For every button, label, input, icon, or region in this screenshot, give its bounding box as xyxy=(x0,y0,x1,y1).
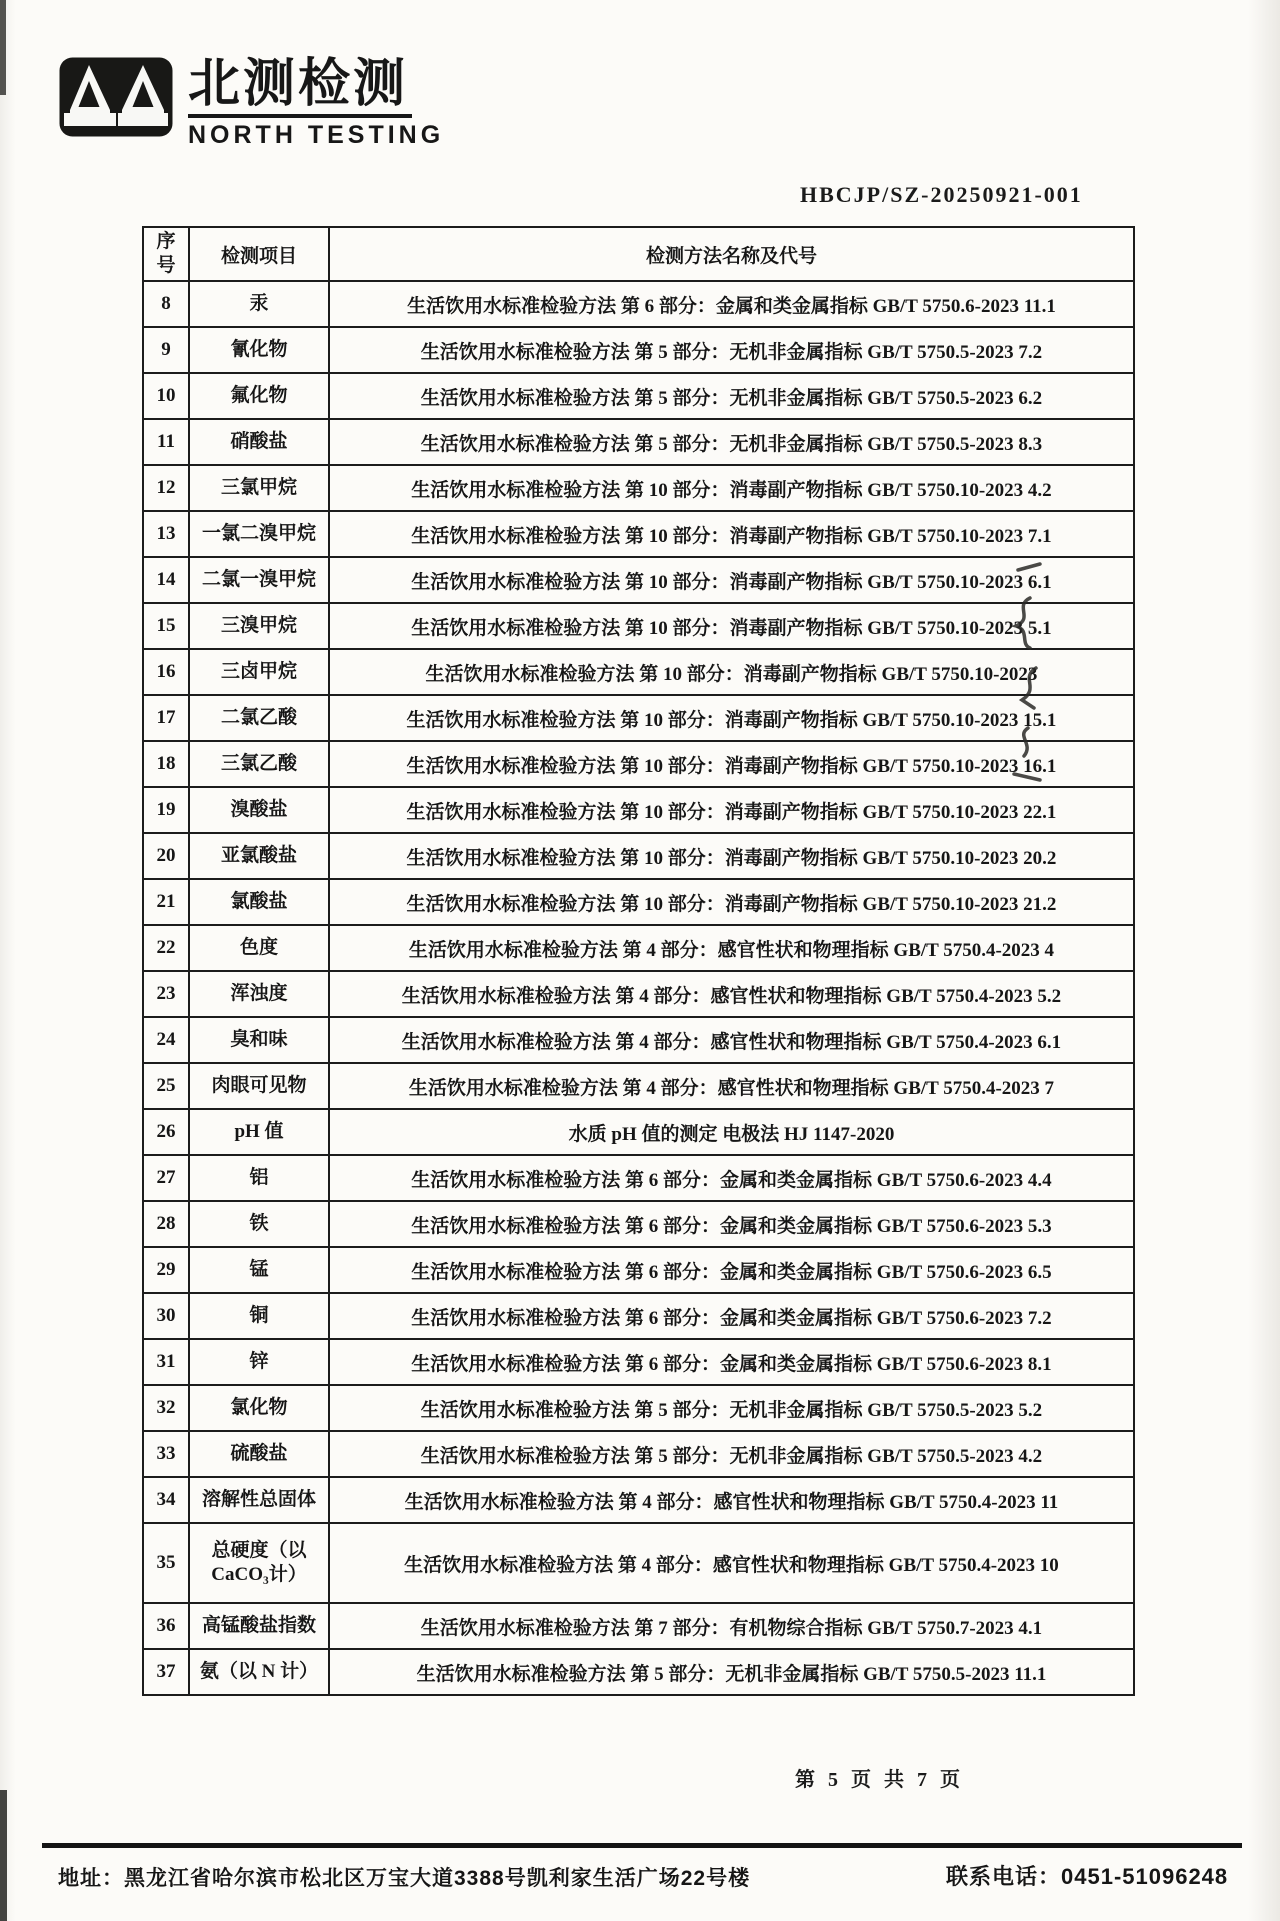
row-method: 生活饮用水标准检验方法 第 5 部分：无机非金属指标 GB/T 5750.5-2023 7.2 xyxy=(329,327,1134,373)
row-item: pH 值 xyxy=(189,1109,329,1155)
row-method: 生活饮用水标准检验方法 第 10 部分：消毒副产物指标 GB/T 5750.10-2023 4.2 xyxy=(329,465,1134,511)
row-item: 氨（以 N 计） xyxy=(189,1649,329,1695)
table-row xyxy=(143,1063,1134,1109)
column-header-no-line1: 序 xyxy=(156,231,176,252)
handwriting-marks xyxy=(1000,560,1048,810)
row-item: 氯化物 xyxy=(189,1385,329,1431)
row-method: 生活饮用水标准检验方法 第 5 部分：无机非金属指标 GB/T 5750.5-2023 6.2 xyxy=(329,373,1134,419)
row-item: 臭和味 xyxy=(189,1017,329,1063)
row-method: 生活饮用水标准检验方法 第 6 部分：金属和类金属指标 GB/T 5750.6-2023 4.4 xyxy=(329,1155,1134,1201)
table-row xyxy=(143,465,1134,511)
column-header-no-line2: 号 xyxy=(156,255,176,276)
row-no: 26 xyxy=(143,1109,189,1155)
row-no: 24 xyxy=(143,1017,189,1063)
table-row xyxy=(143,787,1134,833)
row-item: 二氯乙酸 xyxy=(189,695,329,741)
row-no: 31 xyxy=(143,1339,189,1385)
table-row xyxy=(143,1201,1134,1247)
row-item: 溴酸盐 xyxy=(189,787,329,833)
table-row xyxy=(143,1155,1134,1201)
row-method: 生活饮用水标准检验方法 第 6 部分：金属和类金属指标 GB/T 5750.6-2023 7.2 xyxy=(329,1293,1134,1339)
row-item: 一氯二溴甲烷 xyxy=(189,511,329,557)
row-method: 水质 pH 值的测定 电极法 HJ 1147-2020 xyxy=(329,1109,1134,1155)
row-item: 浑浊度 xyxy=(189,971,329,1017)
table-row xyxy=(143,557,1134,603)
brand-header xyxy=(58,56,444,150)
table-row xyxy=(143,1293,1134,1339)
page-indicator: 第 5 页 共 7 页 xyxy=(795,1769,964,1791)
row-item: 三溴甲烷 xyxy=(189,603,329,649)
row-method: 生活饮用水标准检验方法 第 4 部分：感官性状和物理指标 GB/T 5750.4-2023 7 xyxy=(329,1063,1134,1109)
report-number: HBCJP/SZ-20250921-001 xyxy=(800,182,1083,207)
table-row xyxy=(143,511,1134,557)
table-row xyxy=(143,1523,1134,1603)
row-item: 铜 xyxy=(189,1293,329,1339)
row-item: 氟化物 xyxy=(189,373,329,419)
row-item: 肉眼可见物 xyxy=(189,1063,329,1109)
row-no: 37 xyxy=(143,1649,189,1695)
row-item: 铁 xyxy=(189,1201,329,1247)
row-no: 34 xyxy=(143,1477,189,1523)
column-header-no xyxy=(143,227,189,281)
table-row xyxy=(143,1017,1134,1063)
row-no: 21 xyxy=(143,879,189,925)
row-method: 生活饮用水标准检验方法 第 10 部分：消毒副产物指标 GB/T 5750.10-2023 7.1 xyxy=(329,511,1134,557)
row-method: 生活饮用水标准检验方法 第 10 部分：消毒副产物指标 GB/T 5750.10-2023 22.1 xyxy=(329,787,1134,833)
row-no: 25 xyxy=(143,1063,189,1109)
row-no: 9 xyxy=(143,327,189,373)
table-row xyxy=(143,1247,1134,1293)
row-item: 亚氯酸盐 xyxy=(189,833,329,879)
row-no: 32 xyxy=(143,1385,189,1431)
table-row xyxy=(143,1385,1134,1431)
row-no: 28 xyxy=(143,1201,189,1247)
row-no: 8 xyxy=(143,281,189,327)
row-method: 生活饮用水标准检验方法 第 10 部分：消毒副产物指标 GB/T 5750.10-2023 20.2 xyxy=(329,833,1134,879)
row-method: 生活饮用水标准检验方法 第 5 部分：无机非金属指标 GB/T 5750.5-2023 4.2 xyxy=(329,1431,1134,1477)
row-no: 30 xyxy=(143,1293,189,1339)
row-no: 13 xyxy=(143,511,189,557)
footer-address: 地址：黑龙江省哈尔滨市松北区万宝大道3388号凯利家生活广场22号楼 xyxy=(58,1867,751,1890)
row-item: 三氯乙酸 xyxy=(189,741,329,787)
row-method: 生活饮用水标准检验方法 第 6 部分：金属和类金属指标 GB/T 5750.6-2023 5.3 xyxy=(329,1201,1134,1247)
row-no: 22 xyxy=(143,925,189,971)
row-no: 20 xyxy=(143,833,189,879)
table-row xyxy=(143,1109,1134,1155)
row-method: 生活饮用水标准检验方法 第 4 部分：感官性状和物理指标 GB/T 5750.4-2023 11 xyxy=(329,1477,1134,1523)
test-method-table xyxy=(142,226,1135,1696)
table-row xyxy=(143,1477,1134,1523)
row-method: 生活饮用水标准检验方法 第 10 部分：消毒副产物指标 GB/T 5750.10-2023 21.2 xyxy=(329,879,1134,925)
row-item: 硫酸盐 xyxy=(189,1431,329,1477)
table-row xyxy=(143,419,1134,465)
row-no: 18 xyxy=(143,741,189,787)
row-item: 溶解性总固体 xyxy=(189,1477,329,1523)
row-method: 生活饮用水标准检验方法 第 10 部分：消毒副产物指标 GB/T 5750.10-2023 6.1 xyxy=(329,557,1134,603)
table-row xyxy=(143,1649,1134,1695)
row-method: 生活饮用水标准检验方法 第 10 部分：消毒副产物指标 GB/T 5750.10-2023 15.1 xyxy=(329,695,1134,741)
row-no: 23 xyxy=(143,971,189,1017)
row-method: 生活饮用水标准检验方法 第 4 部分：感官性状和物理指标 GB/T 5750.4-2023 10 xyxy=(329,1523,1134,1603)
table-row xyxy=(143,879,1134,925)
table-row xyxy=(143,741,1134,787)
footer-phone: 联系电话：0451-51096248 xyxy=(946,1864,1229,1889)
row-no: 36 xyxy=(143,1603,189,1649)
row-item: 色度 xyxy=(189,925,329,971)
row-method: 生活饮用水标准检验方法 第 10 部分：消毒副产物指标 GB/T 5750.10-2023 5.1 xyxy=(329,603,1134,649)
row-item: 锌 xyxy=(189,1339,329,1385)
table-row xyxy=(143,925,1134,971)
row-method: 生活饮用水标准检验方法 第 7 部分：有机物综合指标 GB/T 5750.7-2023 4.1 xyxy=(329,1603,1134,1649)
row-method: 生活饮用水标准检验方法 第 4 部分：感官性状和物理指标 GB/T 5750.4-2023 4 xyxy=(329,925,1134,971)
method-table-body xyxy=(143,281,1134,1695)
row-method: 生活饮用水标准检验方法 第 10 部分：消毒副产物指标 GB/T 5750.10-2023 16.1 xyxy=(329,741,1134,787)
row-item: 高锰酸盐指数 xyxy=(189,1603,329,1649)
row-item: 硝酸盐 xyxy=(189,419,329,465)
table-row xyxy=(143,373,1134,419)
scan-edge-artifact-bottom xyxy=(0,1790,7,1921)
row-no: 19 xyxy=(143,787,189,833)
footer-divider xyxy=(42,1843,1242,1848)
row-no: 29 xyxy=(143,1247,189,1293)
row-item: 总硬度（以CaCO₃计） xyxy=(189,1523,329,1603)
row-no: 27 xyxy=(143,1155,189,1201)
table-row xyxy=(143,603,1134,649)
table-row xyxy=(143,971,1134,1017)
table-row xyxy=(143,1339,1134,1385)
row-no: 14 xyxy=(143,557,189,603)
column-header-item: 检测项目 xyxy=(189,227,329,281)
row-method: 生活饮用水标准检验方法 第 6 部分：金属和类金属指标 GB/T 5750.6-2023 6.5 xyxy=(329,1247,1134,1293)
row-no: 33 xyxy=(143,1431,189,1477)
table-row xyxy=(143,1603,1134,1649)
brand-name-cn: 北测检测 xyxy=(188,55,409,113)
column-header-method: 检测方法名称及代号 xyxy=(329,227,1134,281)
row-no: 17 xyxy=(143,695,189,741)
row-no: 16 xyxy=(143,649,189,695)
row-item: 铝 xyxy=(189,1155,329,1201)
row-no: 15 xyxy=(143,603,189,649)
row-item: 二氯一溴甲烷 xyxy=(189,557,329,603)
row-no: 11 xyxy=(143,419,189,465)
table-row xyxy=(143,327,1134,373)
brand-divider xyxy=(188,114,412,118)
row-method: 生活饮用水标准检验方法 第 4 部分：感官性状和物理指标 GB/T 5750.4-2023 5.2 xyxy=(329,971,1134,1017)
row-item: 三卤甲烷 xyxy=(189,649,329,695)
table-row xyxy=(143,695,1134,741)
row-method: 生活饮用水标准检验方法 第 6 部分：金属和类金属指标 GB/T 5750.6-2023 11.1 xyxy=(329,281,1134,327)
row-item: 氰化物 xyxy=(189,327,329,373)
row-item: 锰 xyxy=(189,1247,329,1293)
row-no: 10 xyxy=(143,373,189,419)
row-method: 生活饮用水标准检验方法 第 5 部分：无机非金属指标 GB/T 5750.5-2023 11.1 xyxy=(329,1649,1134,1695)
row-item: 氯酸盐 xyxy=(189,879,329,925)
north-testing-logo-icon xyxy=(58,56,174,138)
table-header-row xyxy=(143,227,1134,281)
row-item: 三氯甲烷 xyxy=(189,465,329,511)
table-row xyxy=(143,833,1134,879)
row-method: 生活饮用水标准检验方法 第 10 部分：消毒副产物指标 GB/T 5750.10-2023 xyxy=(329,649,1134,695)
row-no: 35 xyxy=(143,1523,189,1603)
scan-edge-artifact-top xyxy=(0,0,6,95)
row-method: 生活饮用水标准检验方法 第 6 部分：金属和类金属指标 GB/T 5750.6-2023 8.1 xyxy=(329,1339,1134,1385)
brand-name-en: NORTH TESTING xyxy=(188,121,445,149)
row-no: 12 xyxy=(143,465,189,511)
table-row xyxy=(143,281,1134,327)
table-row xyxy=(143,649,1134,695)
row-method: 生活饮用水标准检验方法 第 5 部分：无机非金属指标 GB/T 5750.5-2023 5.2 xyxy=(329,1385,1134,1431)
row-method: 生活饮用水标准检验方法 第 5 部分：无机非金属指标 GB/T 5750.5-2023 8.3 xyxy=(329,419,1134,465)
row-method: 生活饮用水标准检验方法 第 4 部分：感官性状和物理指标 GB/T 5750.4-2023 6.1 xyxy=(329,1017,1134,1063)
row-item: 汞 xyxy=(189,281,329,327)
table-row xyxy=(143,1431,1134,1477)
